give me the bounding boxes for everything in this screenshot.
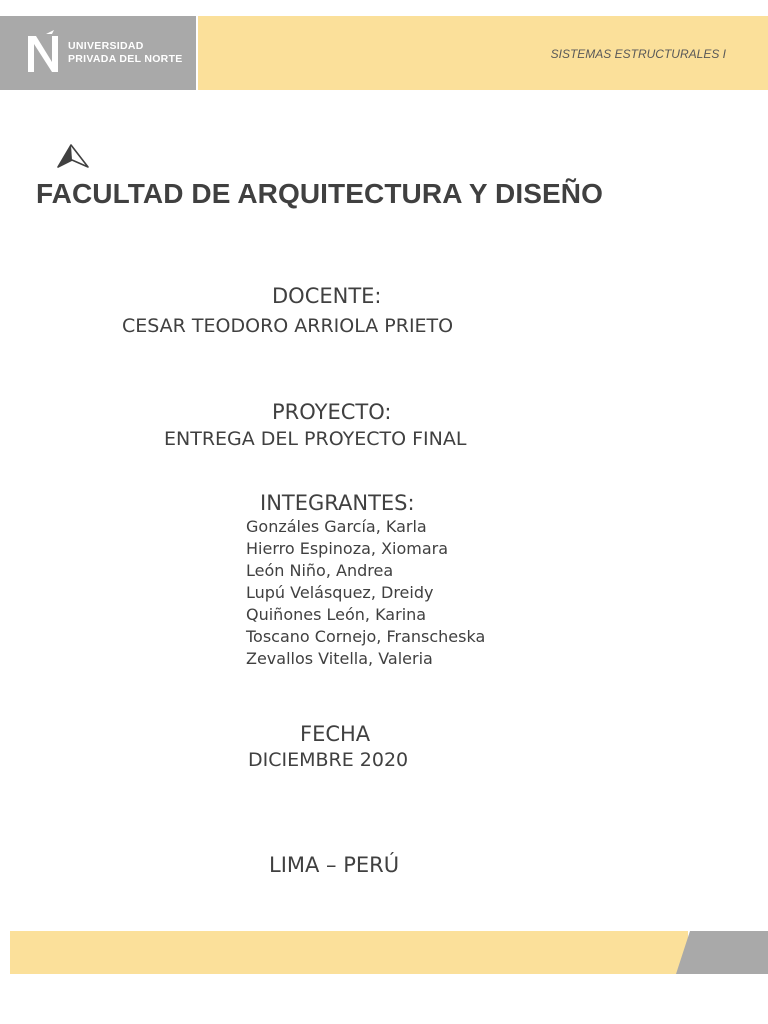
footer-band <box>10 931 688 974</box>
triangle-arrow-icon <box>56 143 90 171</box>
integrantes-label: INTEGRANTES: <box>260 491 415 515</box>
list-item: Hierro Espinoza, Xiomara <box>246 539 449 558</box>
members-list <box>246 516 485 670</box>
fecha-label: FECHA <box>300 722 371 746</box>
footer-gray-block <box>676 931 768 974</box>
header-band <box>198 16 768 90</box>
university-logo <box>0 16 196 90</box>
faculty-title: FACULTAD DE ARQUITECTURA Y DISEÑO <box>36 178 603 209</box>
location: LIMA – PERÚ <box>269 853 400 877</box>
list-item: Quiñones León, Karina <box>246 605 427 624</box>
list-item: Toscano Cornejo, Franscheska <box>246 627 486 646</box>
list-item: León Niño, Andrea <box>246 561 394 580</box>
logo-line-2: PRIVADA DEL NORTE <box>68 53 183 65</box>
fecha-value: DICIEMBRE 2020 <box>248 749 409 771</box>
docente-name: CESAR TEODORO ARRIOLA PRIETO <box>122 315 454 337</box>
list-item: Zevallos Vitella, Valeria <box>246 649 433 668</box>
list-item: Gonzáles García, Karla <box>246 517 427 536</box>
proyecto-label: PROYECTO: <box>272 400 392 424</box>
list-item: Lupú Velásquez, Dreidy <box>246 583 434 602</box>
proyecto-name: ENTREGA DEL PROYECTO FINAL <box>164 428 467 450</box>
logo-n-icon <box>24 28 64 78</box>
page-header <box>0 16 768 90</box>
docente-label: DOCENTE: <box>272 284 382 308</box>
logo-text <box>68 40 183 66</box>
course-title: SISTEMAS ESTRUCTURALES I <box>550 47 726 61</box>
logo-line-1: UNIVERSIDAD <box>68 40 144 52</box>
